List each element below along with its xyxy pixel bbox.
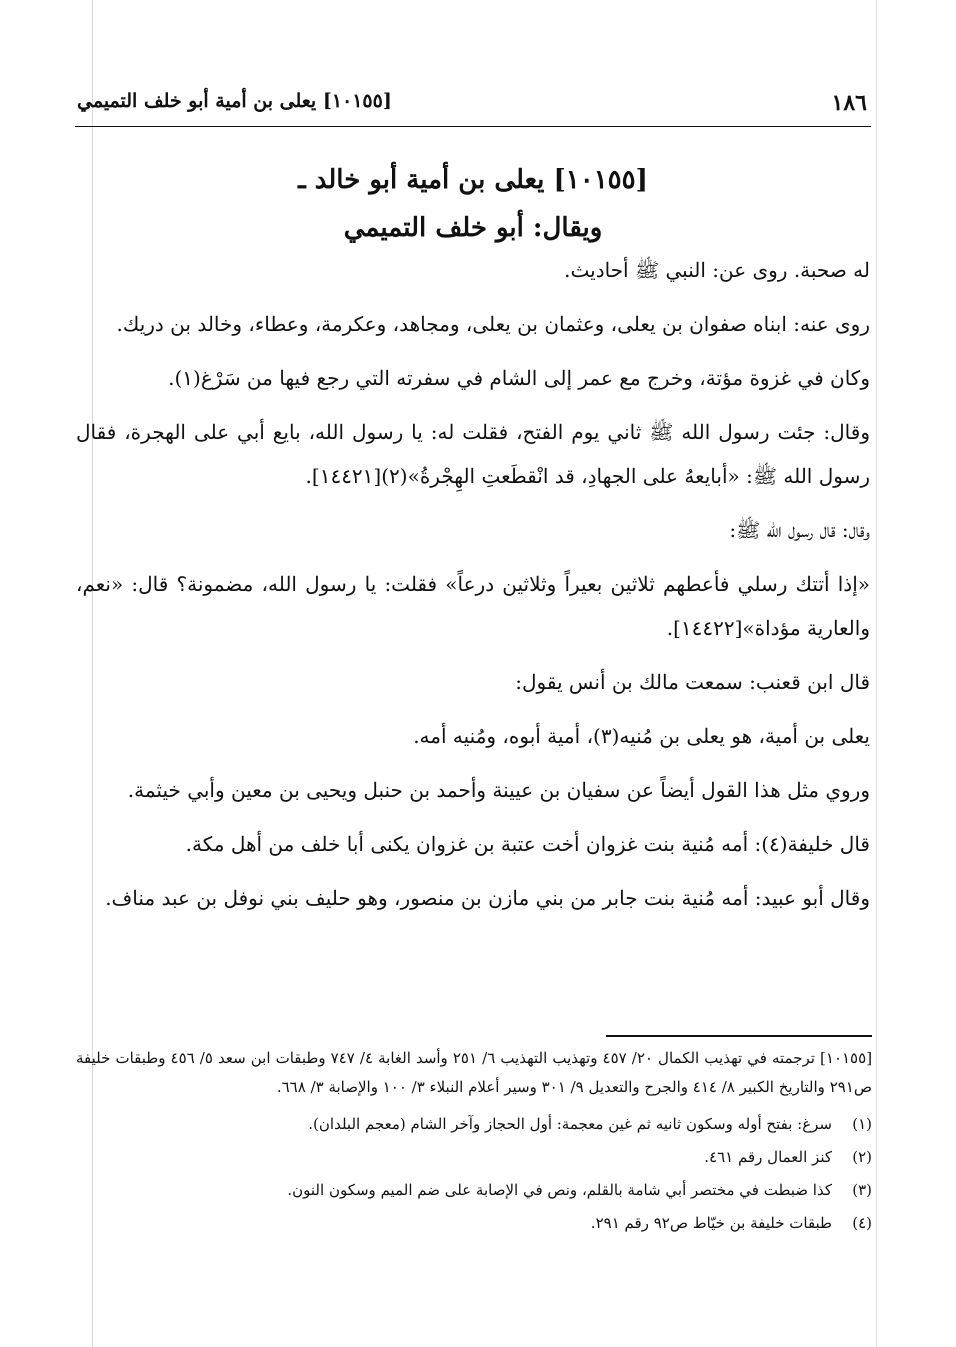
footnote-mark: (٣) bbox=[852, 1181, 872, 1199]
paragraph: يعلى بن أمية، هو يعلى بن مُنيه(٣)، أمية أبوه، ومُنيه أمه. bbox=[413, 724, 870, 748]
paragraph: «إذا أتتك رسلي فأعطهم ثلاثين بعيراً وثلاثين درعاً» فقلت: يا رسول الله، مضمونة؟ قال: «نعم، والعارية مؤداة»[١٤٤٢٢]. bbox=[76, 572, 870, 640]
footnote-mark: (٢) bbox=[852, 1148, 872, 1166]
footnote-text: كنز العمال رقم ٤٦١. bbox=[704, 1148, 832, 1166]
paragraph: وكان في غزوة مؤتة، وخرج مع عمر إلى الشام في سفرته التي رجع فيها من سَرْغ(١). bbox=[168, 366, 870, 390]
paragraph: روى عنه: ابناه صفوان بن يعلى، وعثمان بن يعلى، ومجاهد، وعكرمة، وعطاء، وخالد بن دريك. bbox=[116, 312, 870, 336]
paragraph: وقال أبو عبيد: أمه مُنية بنت جابر من بني مازن بن منصور، وهو حليف بني نوفل بن عبد مناف. bbox=[105, 886, 870, 910]
footnote-separator bbox=[606, 1035, 872, 1037]
entry-title-line1: [١٠١٥٥] يعلى بن أمية أبو خالد ـ bbox=[298, 165, 648, 195]
footnote-item bbox=[76, 1176, 872, 1205]
paragraph: قال ابن قعنب: سمعت مالك بن أنس يقول: bbox=[515, 670, 870, 694]
paragraph: قال خليفة(٤): أمه مُنية بنت غزوان أخت عتبة بن غزوان يكنى أبا خلف من أهل مكة. bbox=[185, 832, 870, 856]
page-number: ١٨٦ bbox=[831, 90, 867, 116]
footnote-item bbox=[76, 1143, 872, 1172]
paragraph: له صحبة. روى عن: النبي ﷺ أحاديث. bbox=[564, 258, 870, 282]
paragraph: وقال: قال رسول الله ﷺ: bbox=[729, 518, 870, 542]
paragraph: وروي مثل هذا القول أيضاً عن سفيان بن عيينة وأحمد بن حنبل ويحيى بن معين وأبي خيثمة. bbox=[127, 778, 870, 802]
footnote-text: طبقات خليفة بن خيّاط ص٩٢ رقم ٢٩١. bbox=[590, 1214, 832, 1232]
running-header bbox=[75, 86, 871, 127]
footnotes bbox=[76, 1044, 872, 1242]
entry-heading bbox=[75, 156, 871, 252]
entry-title-line2: ويقال: أبو خلف التميمي bbox=[343, 213, 603, 243]
paragraph: وقال: جئت رسول الله ﷺ ثاني يوم الفتح، فقلت له: يا رسول الله، بايع أبي على الهجرة، فقال رسول الله ﷺ: «أبايعهُ على الجهادِ، قد انْقطَعتِ الهِجْرةُ»(٢)[١٤٤٢١]. bbox=[76, 420, 870, 488]
footnote-mark: (١) bbox=[852, 1115, 872, 1133]
main-text bbox=[76, 248, 870, 930]
footnote-item bbox=[76, 1209, 872, 1238]
footnote-mark: (٤) bbox=[852, 1214, 872, 1232]
footnote-text: كذا ضبطت في مختصر أبي شامة بالقلم، ونص في الإصابة على ضم الميم وسكون النون. bbox=[287, 1181, 832, 1199]
running-title: [١٠١٥٥] يعلى بن أمية أبو خلف التميمي bbox=[77, 90, 392, 112]
footnote-sources: [١٠١٥٥] ترجمته في تهذيب الكمال ٢٠/ ٤٥٧ وتهذيب التهذيب ٦/ ٢٥١ وأسد الغابة ٤/ ٧٤٧ وطبقات ابن سعد ٥/ ٤٥٦ وطبقات خليفة ص٢٩١ والتاريخ الكبير ٨/ ٤١٤ والجرح والتعديل ٩/ ٣٠١ وسير أعلام النبلاء ٣/ ١٠٠ والإصابة ٣/ ٦٦٨. bbox=[76, 1049, 873, 1096]
footnote-text: سرغ: بفتح أوله وسكون ثانيه ثم غين معجمة: أول الحجاز وآخر الشام (معجم البلدان). bbox=[308, 1115, 832, 1133]
scan-artifact-line bbox=[876, 0, 877, 1347]
footnote-item bbox=[76, 1110, 872, 1139]
